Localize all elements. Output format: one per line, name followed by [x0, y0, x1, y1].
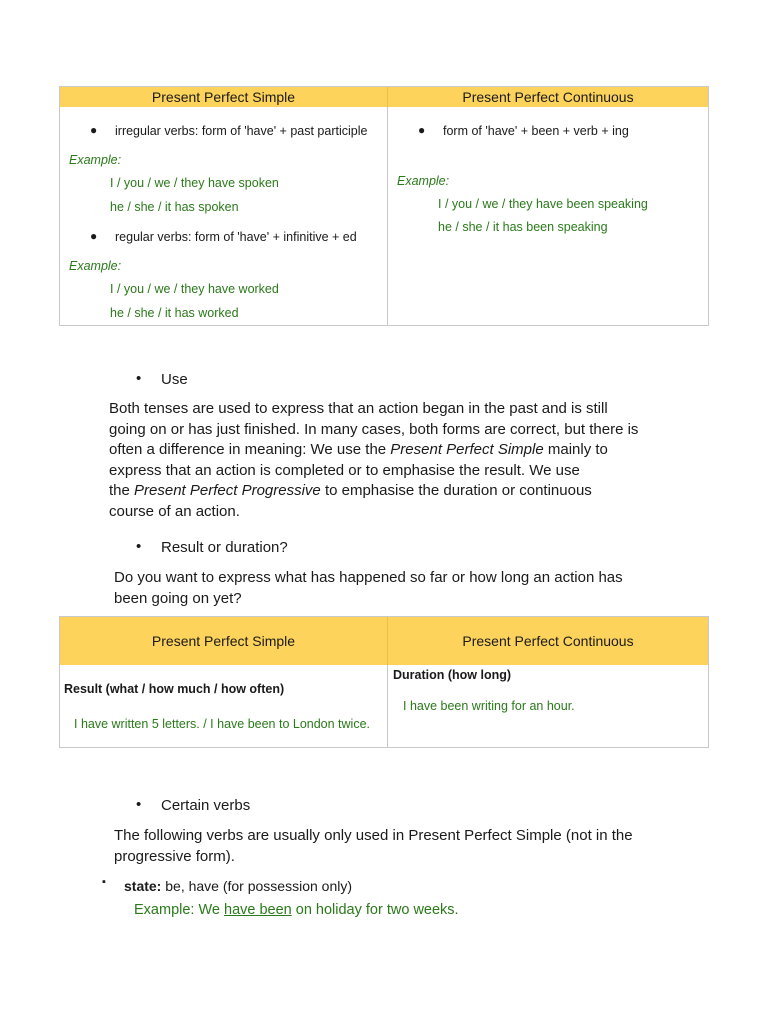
- example-line: I / you / we / they have spoken: [110, 176, 279, 190]
- example-label: Example:: [69, 153, 122, 167]
- bullet-icon: ●: [418, 123, 426, 137]
- regular-verbs-rule: regular verbs: form of 'have' + infinitive + ed: [115, 230, 357, 244]
- bullet-icon: •: [136, 370, 142, 387]
- forms-table: [59, 86, 709, 326]
- result-title: Result (what / how much / how often): [64, 682, 285, 696]
- continuous-forms-cell: [388, 107, 708, 325]
- result-question: [114, 568, 714, 609]
- result-duration-table: [59, 616, 709, 748]
- use-paragraph: [109, 399, 709, 522]
- header-present-perfect-continuous: Present Perfect Continuous: [462, 633, 634, 649]
- example-line: I / you / we / they have worked: [110, 282, 279, 296]
- result-heading: Result or duration?: [161, 539, 288, 556]
- bullet-icon: •: [136, 796, 142, 813]
- duration-title: Duration (how long): [393, 668, 512, 682]
- certain-verbs-heading: Certain verbs: [161, 797, 251, 814]
- use-paragraph-line: often a difference in meaning: We use the Present Perfect Simple mainly to: [109, 441, 608, 458]
- bullet-icon: ●: [90, 123, 98, 137]
- use-paragraph-line: course of an action.: [109, 502, 240, 520]
- header-present-perfect-simple: Present Perfect Simple: [60, 617, 388, 665]
- use-paragraph-line: express that an action is completed or to emphasise the result. We use: [109, 461, 580, 479]
- certain-verbs-line: The following verbs are usually only used in Present Perfect Simple (not in the: [114, 827, 633, 844]
- example-line: he / she / it has spoken: [110, 200, 239, 214]
- square-bullet-icon: ▪: [102, 876, 106, 888]
- use-paragraph-line: Both tenses are used to express that an action began in the past and is still: [109, 400, 608, 417]
- example-label: Example:: [397, 174, 450, 188]
- example-line: he / she / it has worked: [110, 306, 239, 320]
- certain-verbs-line: progressive form).: [114, 847, 235, 865]
- example-label: Example:: [69, 259, 122, 273]
- duration-example: I have been writing for an hour.: [403, 699, 575, 713]
- state-verbs-example: Example: We have been on holiday for two weeks.: [134, 902, 459, 918]
- result-question-line: been going on yet?: [114, 589, 242, 607]
- example-line: I / you / we / they have been speaking: [438, 197, 648, 211]
- certain-verbs-paragraph: [114, 826, 714, 867]
- use-paragraph-line: the Present Perfect Progressive to emphasise the duration or continuous: [109, 482, 592, 499]
- state-verbs-item: state: be, have (for possession only): [124, 878, 353, 894]
- forms-table-header: [60, 87, 708, 107]
- result-example: I have written 5 letters. / I have been to London twice.: [74, 717, 371, 731]
- header-present-perfect-simple: Present Perfect Simple: [60, 87, 388, 107]
- use-heading: Use: [161, 371, 188, 388]
- result-cell: [60, 665, 388, 747]
- simple-forms-cell: [60, 107, 388, 325]
- bullet-icon: •: [136, 538, 142, 555]
- continuous-rule: form of 'have' + been + verb + ing: [443, 124, 629, 138]
- irregular-verbs-rule: irregular verbs: form of 'have' + past participle: [115, 124, 368, 138]
- duration-cell: [388, 665, 708, 747]
- bullet-icon: ●: [90, 229, 98, 243]
- result-question-line: Do you want to express what has happened so far or how long an action has: [114, 569, 623, 586]
- header-present-perfect-continuous: Present Perfect Continuous: [462, 89, 634, 105]
- use-paragraph-line: going on or has just finished. In many cases, both forms are correct, but there is: [109, 420, 639, 438]
- result-duration-header: [60, 617, 708, 665]
- example-line: he / she / it has been speaking: [438, 220, 608, 234]
